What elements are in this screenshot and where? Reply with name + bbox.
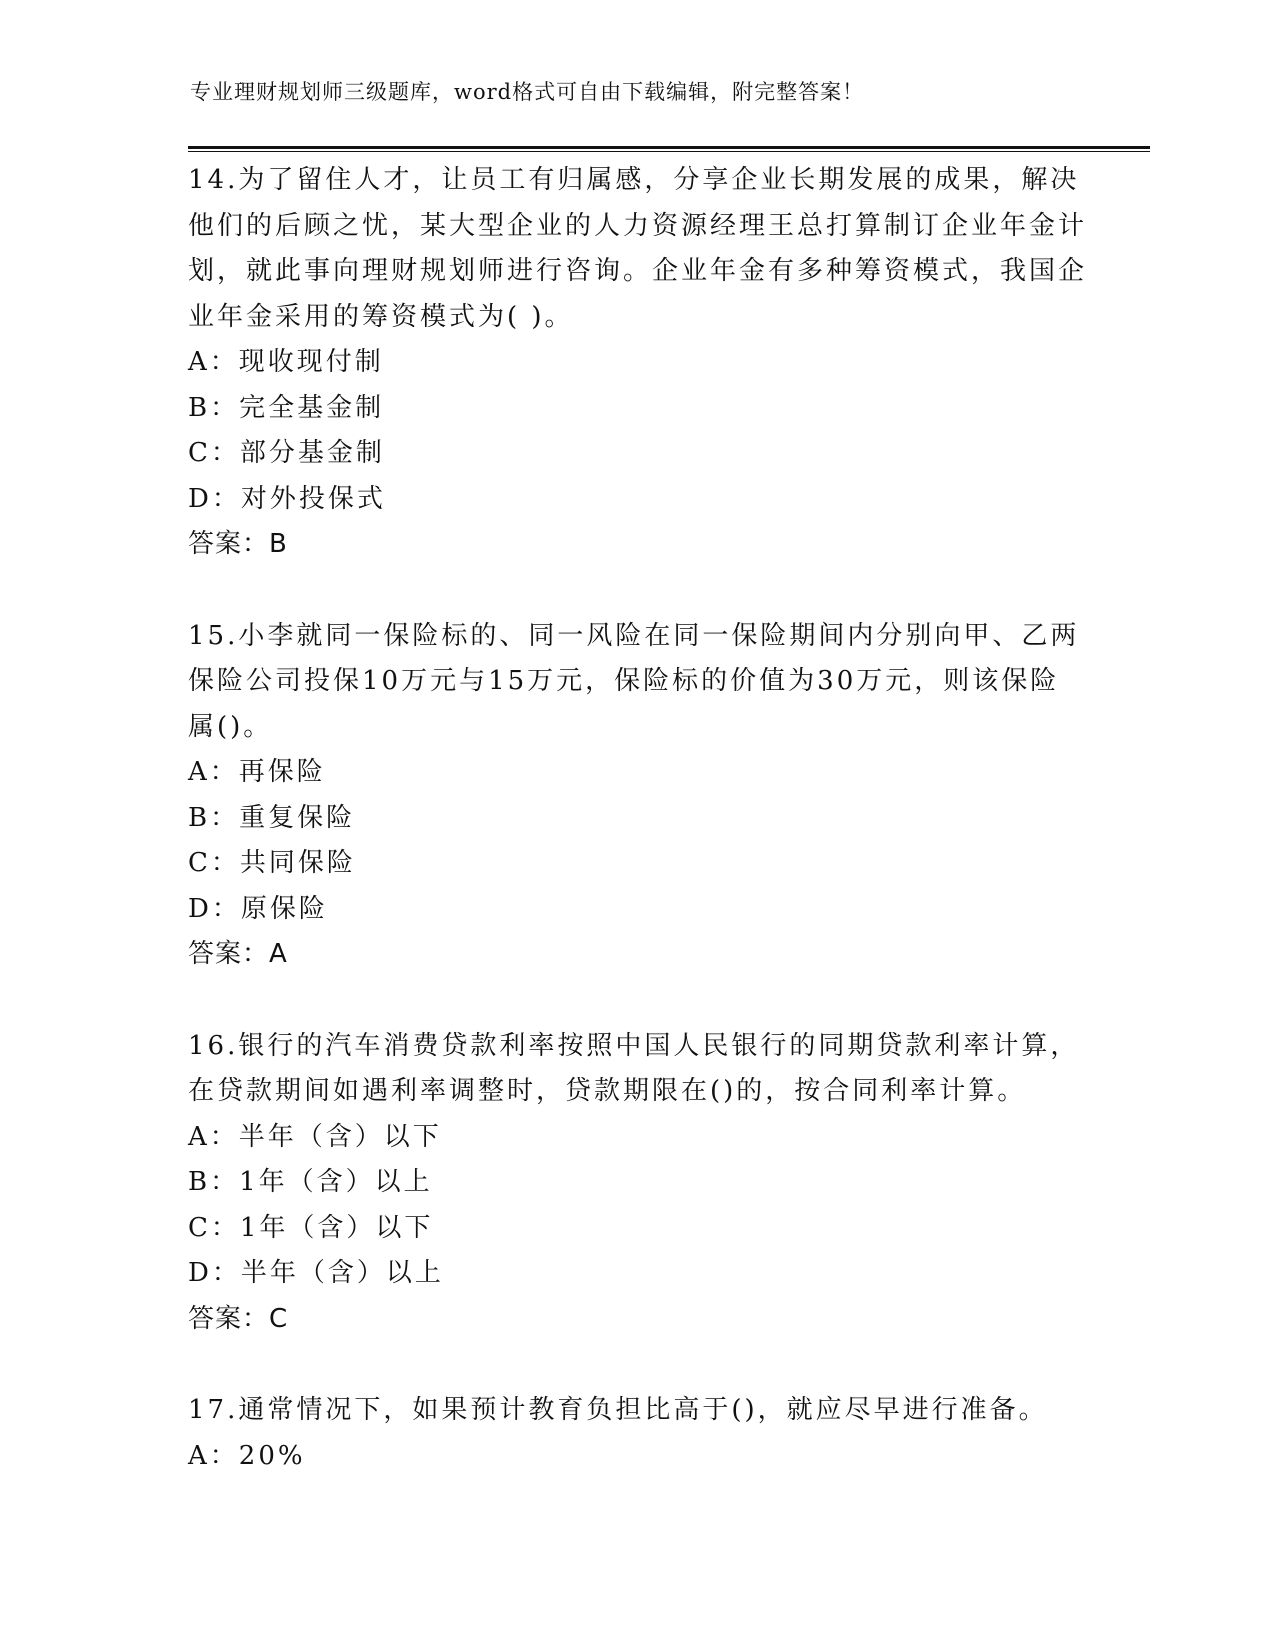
option-c: C：部分基金制 bbox=[188, 438, 385, 468]
answer: 答案：A bbox=[188, 939, 288, 969]
option-d: D：半年（含）以上 bbox=[188, 1258, 444, 1288]
question-stem: 14.为了留住人才，让员工有归属感，分享企业长期发展的成果，解决他们的后顾之忧，某大型企业的人力资源经理王总打算制订企业年金计划，就此事向理财规划师进行咨询。企业年金有多种筹资模式，我国企业年金采用的筹资模式为( )。 bbox=[188, 165, 1088, 332]
question-15 bbox=[188, 614, 1088, 978]
question-14 bbox=[188, 158, 1088, 568]
page-header: 专业理财规划师三级题库，word格式可自由下载编辑，附完整答案！ bbox=[190, 80, 865, 104]
question-stem: 15.小李就同一保险标的、同一风险在同一保险期间内分别向甲、乙两保险公司投保10万元与15万元，保险标的价值为30万元，则该保险属()。 bbox=[188, 620, 1080, 742]
question-16 bbox=[188, 1024, 1088, 1343]
option-a: A：现收现付制 bbox=[188, 347, 384, 377]
header-rule-thin bbox=[188, 151, 1150, 152]
option-b: B：完全基金制 bbox=[188, 392, 385, 423]
answer: 答案：B bbox=[188, 529, 288, 559]
option-d: D：原保险 bbox=[188, 893, 328, 924]
question-stem: 16.银行的汽车消费贷款利率按照中国人民银行的同期贷款利率计算，在贷款期间如遇利率调整时，贷款期限在()的，按合同利率计算。 bbox=[188, 1030, 1080, 1106]
option-a: A：再保险 bbox=[188, 757, 326, 787]
question-stem: 17.通常情况下，如果预计教育负担比高于()，就应尽早进行准备。 bbox=[188, 1395, 1048, 1425]
option-b: B：1年（含）以上 bbox=[188, 1167, 433, 1197]
header-rule-thick bbox=[188, 146, 1150, 149]
option-b: B：重复保险 bbox=[188, 802, 356, 833]
option-c: C：1年（含）以下 bbox=[188, 1212, 434, 1243]
option-c: C：共同保险 bbox=[188, 848, 356, 878]
answer: 答案：C bbox=[188, 1303, 289, 1334]
question-17 bbox=[188, 1388, 1088, 1479]
question-list bbox=[188, 158, 1088, 1525]
option-d: D：对外投保式 bbox=[188, 483, 386, 514]
option-a: A：20% bbox=[188, 1440, 306, 1471]
option-a: A：半年（含）以下 bbox=[188, 1121, 442, 1152]
